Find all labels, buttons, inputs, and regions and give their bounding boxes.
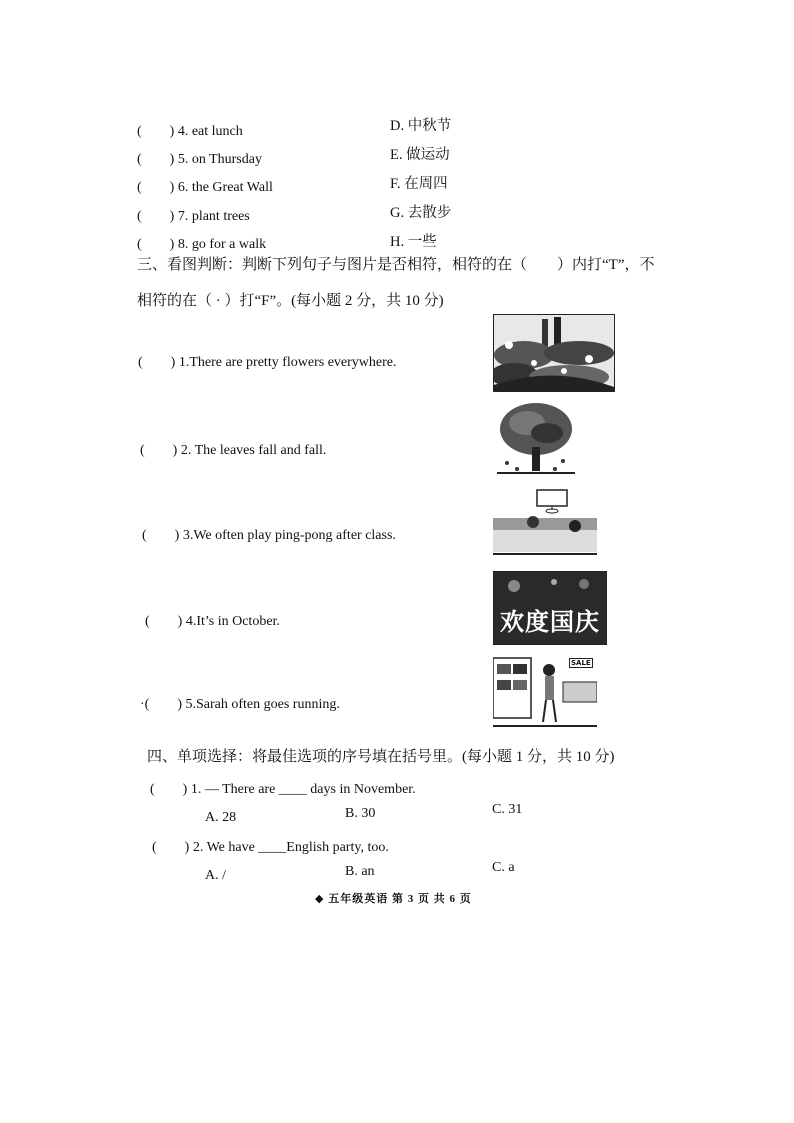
match-item-6 <box>137 176 273 196</box>
judge-item-2 <box>140 439 326 459</box>
match-text: 4. eat lunch <box>177 124 243 139</box>
match-item-5 <box>137 148 262 168</box>
match-option-h: H. 一些 <box>390 234 437 250</box>
judge-item-5 <box>140 693 340 713</box>
answer-paren[interactable]: ( ) <box>152 840 190 855</box>
judge-text: 1.There are pretty flowers everywhere. <box>178 355 397 370</box>
answer-paren[interactable]: ·( ) <box>140 697 182 712</box>
judge-text: 3.We often play ping-pong after class. <box>182 528 396 543</box>
answer-paren[interactable]: ( ) <box>138 355 176 370</box>
judge-item-4 <box>145 610 280 630</box>
match-item-4 <box>137 120 243 140</box>
match-option-e: E. 做运动 <box>390 147 450 163</box>
picture-national-day <box>493 571 607 645</box>
match-item-8 <box>137 233 266 253</box>
answer-paren[interactable]: ( ) <box>150 782 188 797</box>
match-text: 7. plant trees <box>177 209 250 224</box>
sale-sign: SALE <box>571 659 591 667</box>
basketball-court-illustration <box>493 488 597 560</box>
choice-option-b[interactable]: B. an <box>345 864 375 879</box>
picture-basketball-court <box>493 488 597 560</box>
answer-paren[interactable]: ( ) <box>137 180 175 195</box>
match-text: 6. the Great Wall <box>177 180 273 195</box>
choice-option-b[interactable]: B. 30 <box>345 806 376 821</box>
section4-heading: 四、单项选择：将最佳选项的序号填在括号里。(每小题 1 分，共 10 分) <box>147 749 615 765</box>
judge-text: 5.Sarah often goes running. <box>185 697 340 712</box>
question-text: 2. We have ____English party, too. <box>192 840 389 855</box>
match-text: 8. go for a walk <box>177 237 267 252</box>
section3-heading-line1: 三、看图判断：判断下列句子与图片是否相符，相符的在（ ）内打“T”，不 <box>137 257 655 273</box>
picture-flowers-garden <box>493 314 615 392</box>
match-option-g: G. 去散步 <box>390 205 452 221</box>
autumn-tree-illustration <box>497 401 575 475</box>
answer-paren[interactable]: ( ) <box>145 614 183 629</box>
national-day-text: 欢度国庆 <box>500 608 600 636</box>
question-text: 1. — There are ____ days in November. <box>190 782 416 797</box>
choice-option-a[interactable]: A. / <box>205 868 226 883</box>
answer-paren[interactable]: ( ) <box>142 528 180 543</box>
answer-paren[interactable]: ( ) <box>137 124 175 139</box>
judge-text: 4.It’s in October. <box>185 614 280 629</box>
picture-shopping <box>493 656 597 730</box>
match-option-f: F. 在周四 <box>390 176 448 192</box>
answer-paren[interactable]: ( ) <box>137 209 175 224</box>
section3-heading-line2: 相符的在（ · ）打“F”。(每小题 2 分，共 10 分) <box>137 293 444 309</box>
match-text: 5. on Thursday <box>177 152 262 167</box>
answer-paren[interactable]: ( ) <box>140 443 178 458</box>
judge-item-3 <box>142 524 396 544</box>
choice-option-a[interactable]: A. 28 <box>205 810 237 825</box>
picture-autumn-tree <box>497 401 575 475</box>
answer-paren[interactable]: ( ) <box>137 237 175 252</box>
choice-option-c[interactable]: C. a <box>492 860 515 875</box>
match-option-d: D. 中秋节 <box>390 118 452 134</box>
choice-question-2 <box>152 836 389 856</box>
choice-option-c[interactable]: C. 31 <box>492 802 523 817</box>
choice-question-1 <box>150 778 416 798</box>
page-footer: ◆ 五年级英语 第 3 页 共 6 页 <box>315 893 472 905</box>
judge-text: 2. The leaves fall and fall. <box>180 443 327 458</box>
judge-item-1 <box>138 351 397 371</box>
answer-paren[interactable]: ( ) <box>137 152 175 167</box>
match-item-7 <box>137 205 250 225</box>
flowers-garden-illustration <box>494 315 614 391</box>
